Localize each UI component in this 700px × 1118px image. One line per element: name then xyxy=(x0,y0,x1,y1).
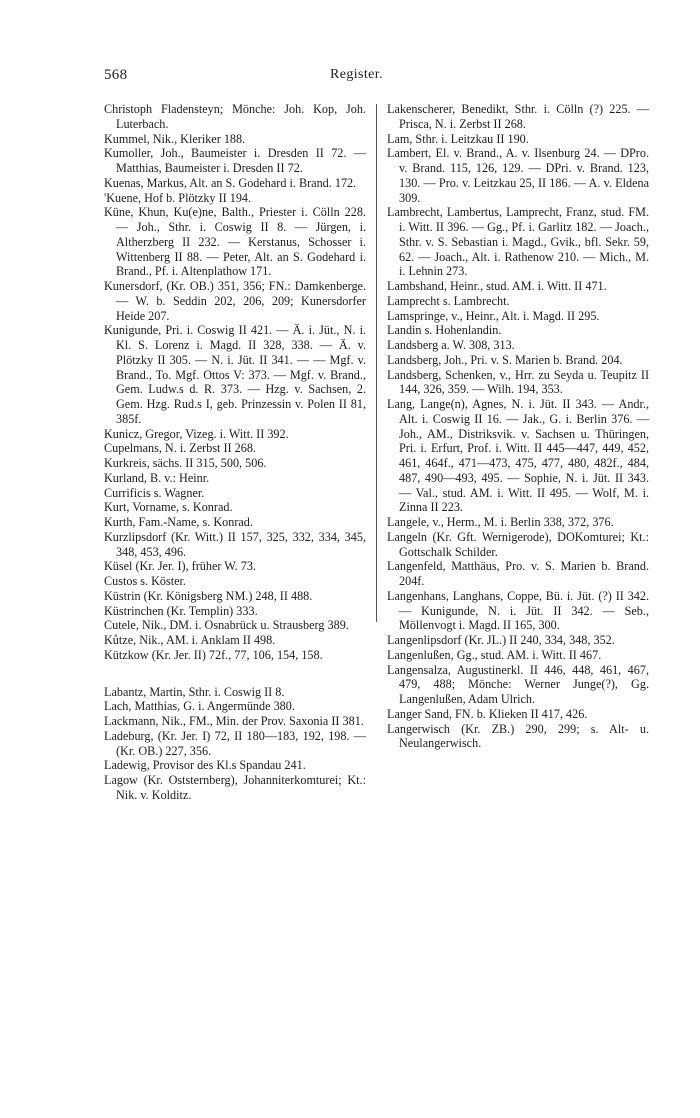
index-entry: Lang, Lange(n), Agnes, N. i. Jüt. II 343. — Andr., Alt. i. Coswig II 16. — Jak., G. i. Berlin 376. — Joh., AM., Distriksvik. v. Sachsen u. Thüringen, Pri. i. Erfurt, Prof. i. Witt. II 445—447, 449, 452, 461, 464f., 471—473, 475, 477, 480, 482f., 484, 487, 490—493, 495. — Sophie, N. i. Jüt. II 343. — Val., stud. AM. i. Witt. II 495. — Wolf, M. i. Zinna II 223. xyxy=(387,397,649,515)
index-entry: Landsberg a. W. 308, 313. xyxy=(387,338,515,352)
left-column xyxy=(104,102,366,803)
index-entry: 'Kuene, Hof b. Plötzky II 194. xyxy=(104,190,252,205)
index-entry: Kurth, Fam.-Name, s. Konrad. xyxy=(104,515,253,529)
index-entry: Ladeburg, (Kr. Jer. I) 72, II 180—183, 192, 198. — (Kr. OB.) 227, 356. xyxy=(104,728,366,758)
index-entry: Landin s. Hohenlandin. xyxy=(387,323,502,338)
index-entry: Kurzlipsdorf (Kr. Witt.) II 157, 325, 332, 334, 345, 348, 453, 496. xyxy=(104,529,366,559)
index-entry: Küstrinchen (Kr. Templin) 333. xyxy=(104,603,258,618)
index-entry: Langenfeld, Matthäus, Pro. v. S. Marien b. Brand. 204f. xyxy=(387,559,649,588)
index-entry: Langer Sand, FN. b. Klieken II 417, 426. xyxy=(387,706,588,721)
index-entry: Lach, Matthias, G. i. Angermünde 380. xyxy=(104,699,295,714)
index-entry: Kunigunde, Pri. i. Coswig II 421. — Ä. i. Jüt., N. i. Kl. S. Lorenz i. Magd. II 328, 338. — Ä. v. Plötzky II 305. — N. i. Jüt. II 341. — — Mgf. v. Brand., To. Mgf. Ottos V: 373. — Mgf. v. Brand., Gem. Ludw.s d. R. 373. — Hzg. v. Sachsen, 2. Gem. Hzg. Rud.s I, geb. Prinzessin v. Polen II 81, 385f. xyxy=(104,323,366,426)
index-entry: Lakenscherer, Benedikt, Sthr. i. Cölln (?) 225. — Prisca, N. i. Zerbst II 268. xyxy=(387,102,649,131)
index-entry: Currificis s. Wagner. xyxy=(104,485,205,500)
index-entry: Küstrin (Kr. Königsberg NM.) 248, II 488. xyxy=(104,588,313,603)
index-entry: Langenlipsdorf (Kr. JL.) II 240, 334, 348, 352. xyxy=(387,633,615,647)
index-entry: Kützkow (Kr. Jer. II) 72f., 77, 106, 154, 158. xyxy=(104,647,323,662)
index-entry: Kumoller, Joh., Baumeister i. Dresden II 72. — Matthias, Baumeister i. Dresden II 72. xyxy=(104,146,366,175)
index-entry: Lamspringe, v., Heinr., Alt. i. Magd. II 295. xyxy=(387,308,600,323)
index-entry: Ladewig, Provisor des Kl.s Spandau 241. xyxy=(104,758,306,773)
index-entry: Lambert, El. v. Brand., A. v. Ilsenburg 24. — DPro. v. Brand. 115, 126, 129. — DPri. v. Brand. 123, 130. — Pro. v. Leitzkau 25, II 186. — A. v. Eldena 309. xyxy=(387,146,649,205)
index-entry: Kummel, Nik., Kleriker 188. xyxy=(104,131,246,146)
index-entry: Labantz, Martin, Sthr. i. Coswig II 8. xyxy=(104,684,285,699)
index-entry: Lambrecht, Lambertus, Lamprecht, Franz, stud. FM. i. Witt. II 396. — Gg., Pf. i. Garlitz 182. — Joach., Sthr. v. S. Sebastian i. Magd., Gvik., bfl. Sekr. 59, 62. — Joach., Alt. i. Rathenow 210. — Mich., M. i. Lehnin 273. xyxy=(387,205,649,279)
index-entry: Kurland, B. v.: Heinr. xyxy=(104,470,210,485)
index-entry: Kunersdorf, (Kr. OB.) 351, 356; FN.: Damkenberge. — W. b. Seddin 202, 206, 209; Kunersdorfer Heide 207. xyxy=(104,279,366,323)
index-entry: Landsberg, Schenken, v., Hrr. zu Seyda u. Teupitz II 144, 326, 359. — Wilh. 194, 353. xyxy=(387,367,649,397)
index-entry: Kůtze, Nik., AM. i. Anklam II 498. xyxy=(104,633,276,647)
index-entry: Langerwisch (Kr. ZB.) 290, 299; s. Alt- u. Neulangerwisch. xyxy=(387,721,649,751)
entry-group-k xyxy=(104,102,366,663)
index-entry: Cutele, Nik., DM. i. Osnabrück u. Strausberg 389. xyxy=(104,618,349,633)
index-entry: Langenlußen, Gg., stud. AM. i. Witt. II 467. xyxy=(387,647,602,662)
index-entry: Langeln (Kr. Gft. Wernigerode), DOKomturei; Kt.: Gottschalk Schilder. xyxy=(387,529,649,559)
index-entry: Küsel (Kr. Jer. I), früher W. 73. xyxy=(104,559,256,574)
index-entry: Kurkreis, sächs. II 315, 500, 506. xyxy=(104,456,267,470)
index-entry: Lamprecht s. Lambrecht. xyxy=(387,293,510,308)
index-entry: Kurt, Vorname, s. Konrad. xyxy=(104,500,233,515)
index-entry: Langensalza, Augustinerkl. II 446, 448, 461, 467, 479, 488; Mönche: Werner Junge(?), Gg. Langenlußen, Adam Ulrich. xyxy=(387,662,649,706)
index-entry: Landsberg, Joh., Pri. v. S. Marien b. Brand. 204. xyxy=(387,352,623,367)
index-entry: Lackmann, Nik., FM., Min. der Prov. Saxonia II 381. xyxy=(104,714,364,728)
entry-group-l xyxy=(104,685,366,803)
index-entry: Langenhans, Langhans, Coppe, Bü. i. Jüt. (?) II 342. — Kunigunde, N. i. Jüt. II 342. — Seb., Möllenvogt i. Magd. II 165, 300. xyxy=(387,588,649,633)
page-number: 568 xyxy=(104,67,128,83)
column-divider xyxy=(376,104,377,622)
right-column xyxy=(387,102,649,751)
index-entry: Custos s. Köster. xyxy=(104,574,186,588)
index-entry: Cupelmans, N. i. Zerbst II 268. xyxy=(104,441,256,456)
index-entry: Kuenas, Markus, Alt. an S. Godehard i. Brand. 172. xyxy=(104,175,357,190)
index-entry: Lam, Sthr. i. Leitzkau II 190. xyxy=(387,131,529,146)
index-entry: Lagow (Kr. Oststernberg), Johanniterkomturei; Kt.: Nik. v. Kolditz. xyxy=(104,773,366,802)
index-entry: Lambshand, Heinr., stud. AM. i. Witt. II 471. xyxy=(387,279,607,293)
index-entry: Kunicz, Gregor, Vizeg. i. Witt. II 392. xyxy=(104,426,289,441)
section-gap xyxy=(104,663,366,685)
index-entry: Küne, Khun, Ku(e)ne, Balth., Priester i. Cölln 228. — Joh., Sthr. i. Coswig II 8. — Jürgen, i. Altherzberg II 232. — Kerstanus, Schosser i. Wittenberg II 88. — Peter, Alt. an S. Godehard i. Brand., Pf. i. Altenplathow 171. xyxy=(104,205,366,279)
index-entry: Christoph Fladensteyn; Mönche: Joh. Kop, Joh. Luterbach. xyxy=(104,102,366,131)
running-head: Register. xyxy=(330,67,383,82)
index-entry: Langele, v., Herm., M. i. Berlin 338, 372, 376. xyxy=(387,515,614,529)
